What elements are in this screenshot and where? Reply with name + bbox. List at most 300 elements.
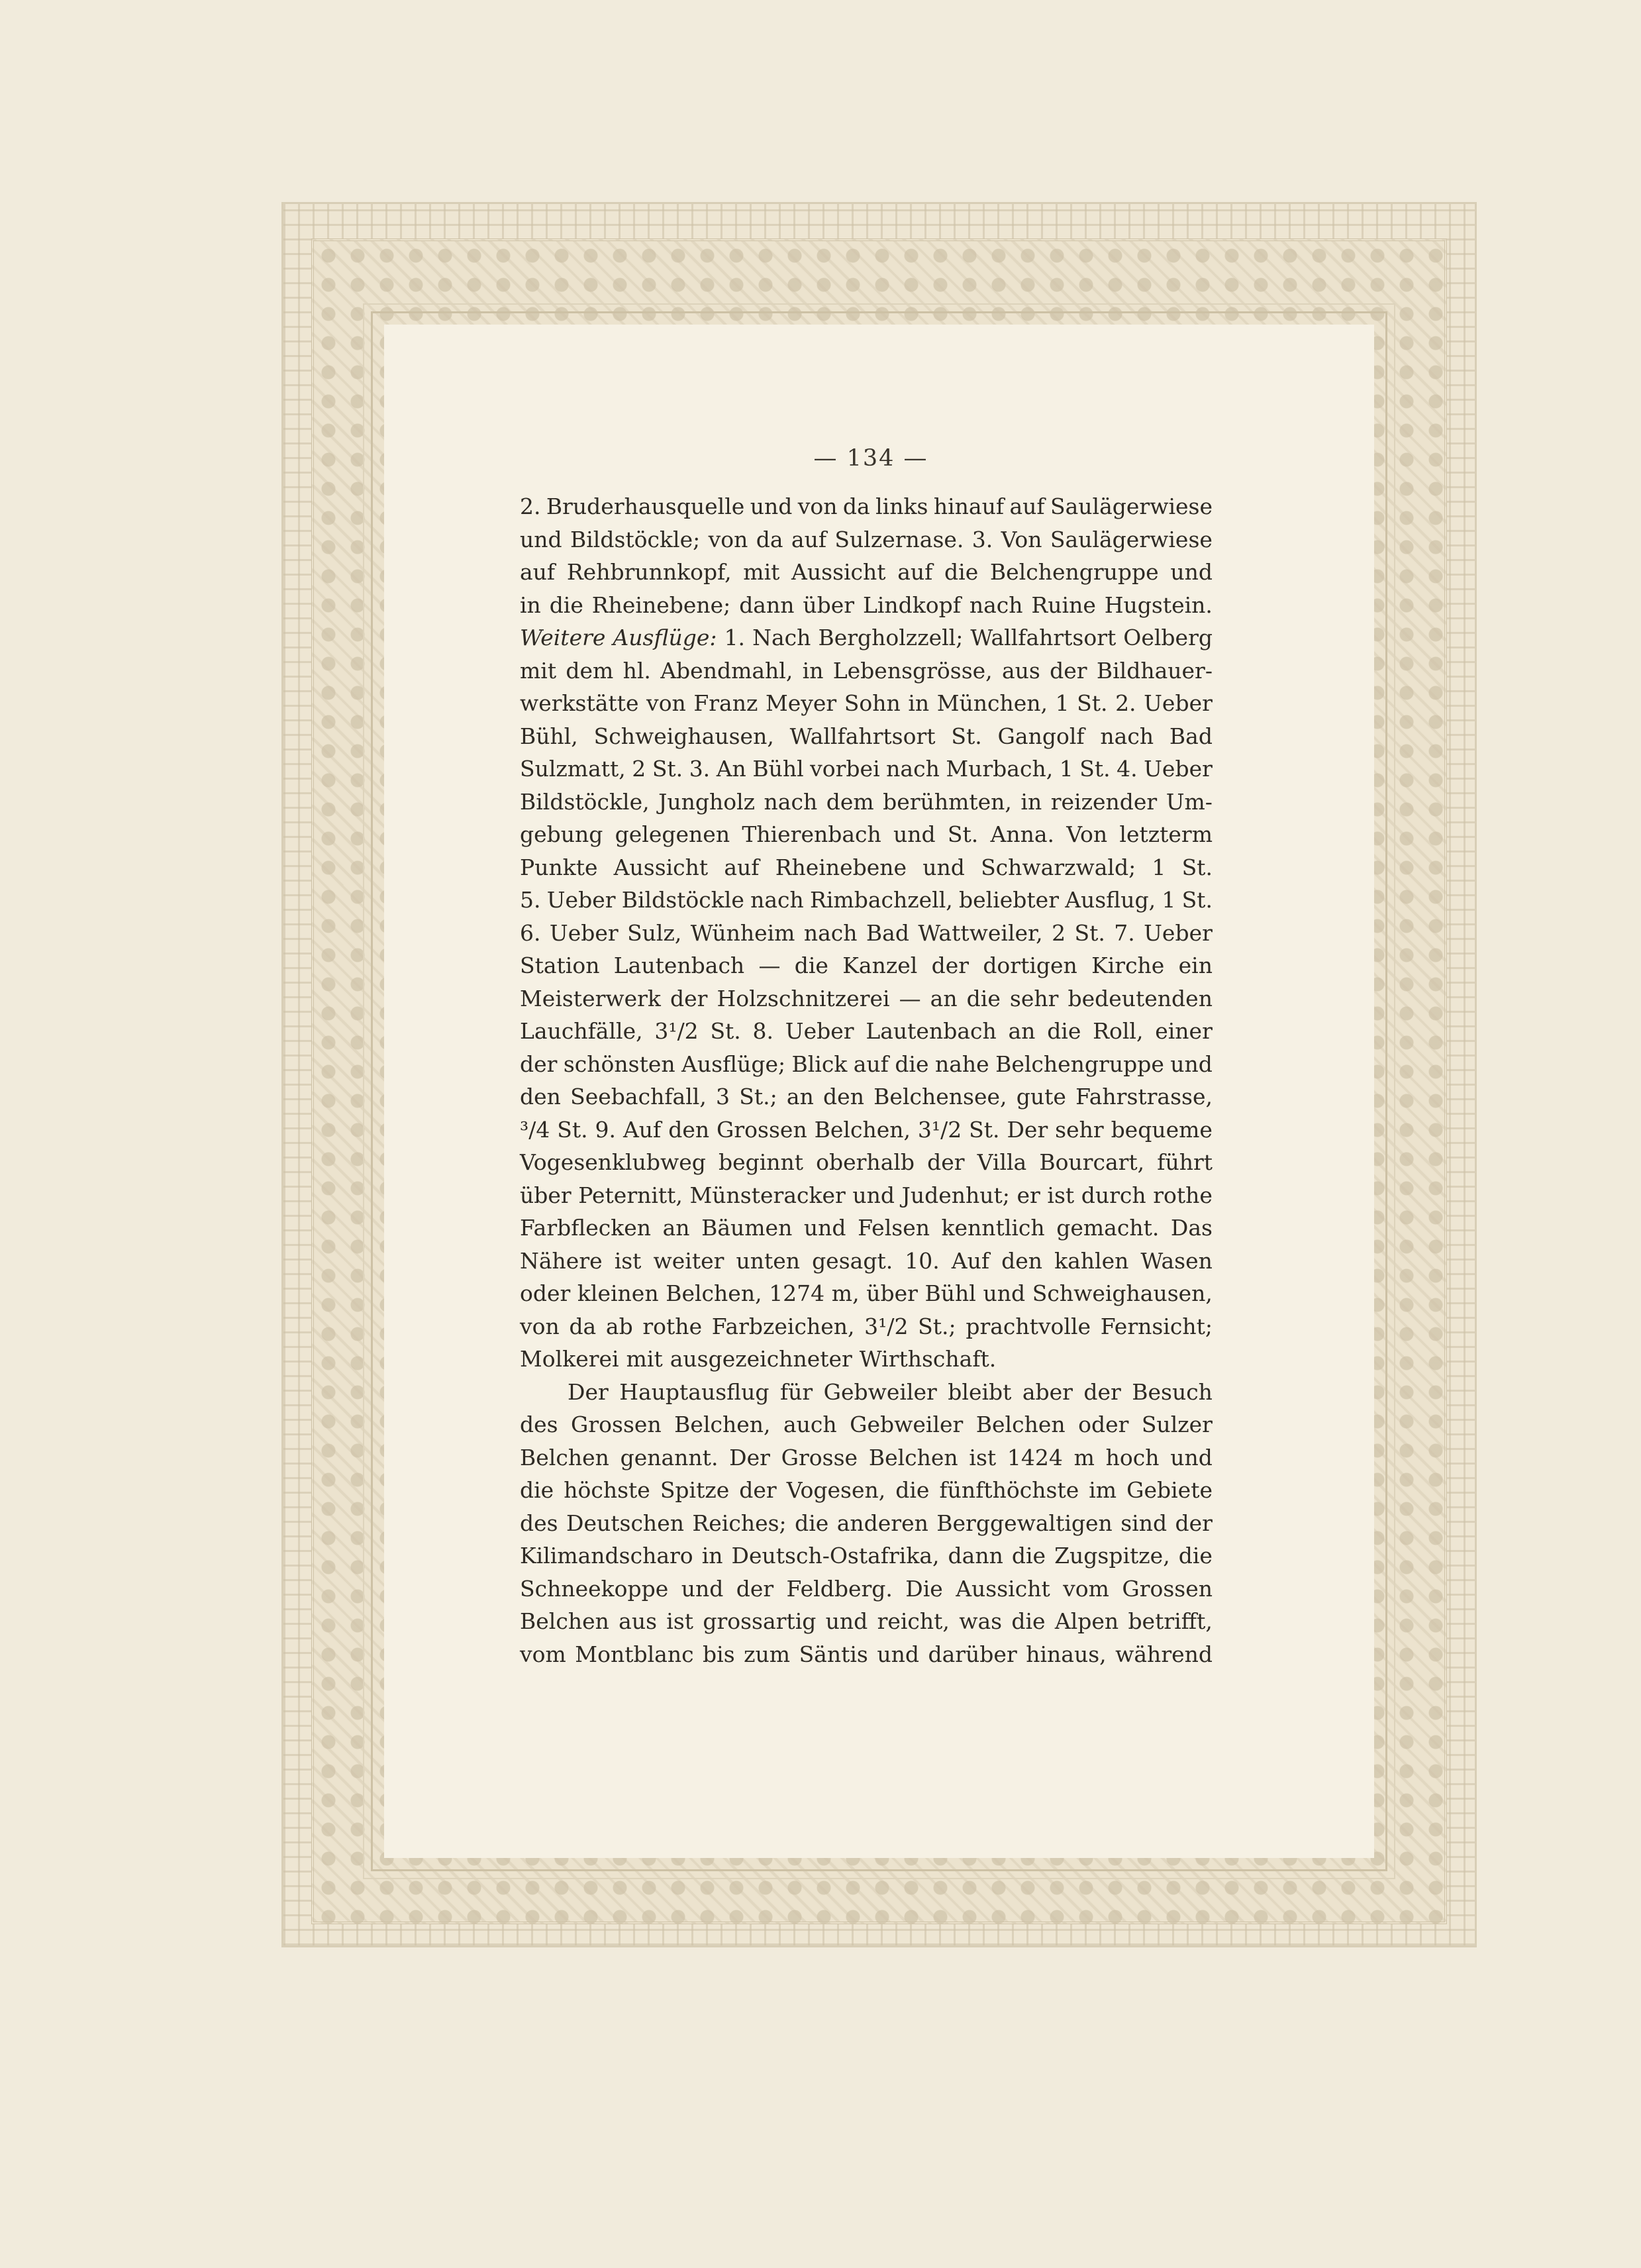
word: der	[931, 953, 970, 978]
word: anderen	[836, 1510, 928, 1536]
word: der	[1050, 657, 1087, 684]
word: Judenhut;	[901, 1182, 1010, 1208]
word: Kirche	[1091, 953, 1165, 978]
word: nahe	[934, 1051, 989, 1077]
word: oberhalb	[816, 1149, 915, 1175]
word: und	[1170, 559, 1213, 585]
word: die	[549, 592, 583, 618]
word: St.	[710, 1018, 741, 1044]
word: ist	[614, 1247, 642, 1274]
word: Bad	[1169, 723, 1213, 749]
body-text	[520, 490, 1213, 1671]
word: Holzschnitzerei	[717, 985, 890, 1011]
word: Aussicht	[956, 1575, 1050, 1602]
word: dann	[739, 592, 795, 618]
word: Rimbachzell,	[810, 887, 953, 913]
word: den	[1001, 1247, 1043, 1274]
word: Bildstöckle,	[520, 788, 650, 815]
word: den	[520, 1084, 561, 1109]
word: von	[708, 526, 748, 552]
text-line	[520, 1638, 1213, 1671]
word: Station	[520, 953, 600, 978]
word: aber	[1022, 1378, 1073, 1405]
word: 1	[1162, 887, 1176, 913]
word: 1	[1059, 756, 1073, 782]
word: Vogesenklubweg	[520, 1149, 706, 1175]
word: darüber	[928, 1641, 1017, 1667]
word: die	[1011, 1608, 1046, 1634]
word: Montblanc	[575, 1641, 694, 1667]
word: Schweighausen,	[593, 723, 774, 749]
word: hl.	[622, 657, 651, 684]
text-line	[520, 982, 1213, 1015]
word: und	[1170, 1444, 1213, 1470]
word: gesagt.	[812, 1247, 893, 1274]
word: aus	[1001, 657, 1040, 684]
word: reizender	[1050, 788, 1158, 815]
word: Grossen	[571, 1412, 662, 1437]
word: Blick	[791, 1051, 848, 1077]
word: nach	[886, 756, 940, 782]
word: ist	[666, 1608, 694, 1634]
word: bedeutenden	[1068, 985, 1213, 1011]
word: Wasen	[1140, 1247, 1213, 1274]
word: nach	[750, 887, 804, 913]
word: 3¹/2	[917, 1116, 962, 1143]
word: Belchen	[868, 1444, 958, 1470]
word: und	[803, 1215, 846, 1241]
word: Vogesen,	[786, 1477, 886, 1503]
word: Belchensee,	[873, 1084, 1007, 1109]
text-line	[520, 654, 1213, 688]
word: Weitere	[520, 625, 606, 650]
word: dem	[826, 788, 874, 815]
word: Ausflug,	[1065, 887, 1156, 913]
text-line	[520, 851, 1213, 884]
word: sehr	[1009, 985, 1059, 1011]
text-line	[520, 1146, 1213, 1179]
word: Nach	[752, 625, 811, 650]
word: und	[750, 493, 793, 519]
word: Deutschen	[566, 1510, 684, 1536]
word: Fahrstrasse,	[1075, 1084, 1213, 1109]
word: in	[520, 592, 541, 618]
word: an	[930, 985, 958, 1011]
word: St.	[1181, 854, 1213, 880]
word: Bühl	[924, 1280, 976, 1306]
word: Wallfahrtsort	[970, 625, 1117, 650]
word: Auf	[622, 1116, 662, 1143]
word: reicht,	[877, 1608, 950, 1634]
text-line	[520, 1474, 1213, 1507]
word: Besuch	[1132, 1378, 1213, 1405]
word: über	[520, 1182, 572, 1208]
word: Lautenbach	[866, 1018, 997, 1044]
word: Sulz,	[627, 919, 682, 946]
word: ³/4	[520, 1116, 550, 1143]
text-line	[520, 1015, 1213, 1048]
word: Kanzel	[842, 953, 918, 978]
word: Wirthschaft.	[859, 1346, 997, 1372]
word: Bildstöckle	[621, 887, 744, 913]
word: auf	[724, 854, 760, 880]
word: St.	[947, 821, 979, 847]
word: 2	[632, 756, 646, 782]
word: an	[662, 1215, 690, 1241]
text-line	[520, 884, 1213, 917]
word: gemacht.	[1056, 1215, 1160, 1241]
word: der	[927, 1149, 965, 1175]
word: Schneekoppe	[520, 1575, 669, 1602]
word: auf	[853, 1051, 889, 1077]
text-line	[520, 1605, 1213, 1638]
word: Gebweiler	[823, 1378, 937, 1405]
word: des	[520, 1510, 558, 1536]
text-line	[520, 1048, 1213, 1081]
word: Lautenbach	[613, 953, 745, 978]
word: ist	[1047, 1182, 1075, 1208]
word: die	[1047, 1018, 1081, 1044]
word: fünfthöchste	[939, 1477, 1079, 1503]
word: Rehbrunnkopf,	[566, 559, 732, 585]
word: —	[899, 985, 921, 1011]
word: kleinen	[577, 1280, 659, 1306]
text-line	[520, 917, 1213, 950]
word: Um-	[1166, 788, 1213, 815]
word: in	[908, 690, 930, 716]
word: kahlen	[1054, 1247, 1129, 1274]
word: die	[944, 559, 979, 585]
text-line	[520, 1245, 1213, 1278]
word: der	[670, 985, 708, 1011]
word: Bildhauer-	[1096, 657, 1213, 684]
word: gute	[1016, 1084, 1066, 1109]
word: sehr	[1055, 1116, 1104, 1143]
word: der	[739, 1477, 777, 1503]
word: dann	[948, 1543, 1003, 1569]
word: Die	[905, 1575, 943, 1602]
word: und	[825, 1608, 868, 1634]
word: Ueber	[1144, 690, 1213, 716]
word: 2.	[1115, 690, 1136, 716]
word: m,	[831, 1280, 860, 1306]
word: München,	[936, 690, 1048, 716]
word: Villa	[977, 1149, 1027, 1175]
text-line	[520, 720, 1213, 753]
word: der	[736, 1575, 774, 1602]
word: 9.	[595, 1116, 617, 1143]
word: die	[895, 1051, 929, 1077]
word: bleibt	[948, 1378, 1012, 1405]
word: die	[1011, 1543, 1046, 1569]
word: mit	[626, 1346, 663, 1372]
word: Bergholzzell;	[818, 625, 964, 650]
word: Der	[568, 1378, 609, 1405]
word: werkstätte	[520, 690, 639, 716]
word: St.	[969, 1116, 1000, 1143]
word: 1	[1152, 854, 1166, 880]
word: Wünheim	[690, 919, 795, 946]
word: links	[875, 493, 928, 519]
word: er	[1017, 1182, 1040, 1208]
word: 2.	[520, 493, 541, 519]
word: von	[646, 690, 686, 716]
word: Nähere	[520, 1247, 603, 1274]
word: die	[895, 1477, 930, 1503]
word: weiter	[653, 1247, 724, 1274]
word: Ausflüge:	[613, 625, 717, 650]
word: Zugspitze,	[1054, 1543, 1170, 1569]
text-line	[520, 1310, 1213, 1343]
word: Roll,	[1093, 1018, 1144, 1044]
word: 3	[716, 1084, 730, 1109]
word: Belchen,	[814, 1116, 911, 1143]
word: da	[842, 493, 870, 519]
word: Felsen	[858, 1215, 930, 1241]
word: Kilimandscharo	[520, 1543, 693, 1569]
word: Belchen,	[674, 1412, 771, 1437]
word: höchste	[564, 1477, 650, 1503]
text-line	[520, 1277, 1213, 1310]
text-line	[520, 1507, 1213, 1540]
word: 1274	[769, 1280, 825, 1306]
word: gebung	[520, 821, 603, 847]
word: Auf	[951, 1247, 990, 1274]
word: Der	[729, 1444, 770, 1470]
word: Saulägerwiese	[1050, 493, 1213, 519]
word: St.	[1074, 919, 1105, 946]
word: ausgezeichneter	[670, 1346, 852, 1372]
word: Von	[1066, 821, 1108, 847]
word: Sohn	[844, 690, 901, 716]
word: Belchen	[975, 1412, 1066, 1437]
word: Rheinebene	[775, 854, 907, 880]
word: 3¹/2	[864, 1313, 909, 1339]
word: Murbach,	[946, 756, 1054, 782]
text-line	[520, 949, 1213, 982]
word: und	[922, 854, 965, 880]
word: nach	[1100, 723, 1154, 749]
word: in	[802, 657, 824, 684]
text-line	[520, 786, 1213, 819]
word: Rheinebene;	[591, 592, 731, 618]
word: nach	[803, 919, 858, 946]
word: betrifft,	[1128, 1608, 1213, 1634]
word: Meyer	[765, 690, 837, 716]
word: Fernsicht;	[1100, 1313, 1213, 1339]
word: 3.	[689, 756, 711, 782]
word: ab	[605, 1313, 633, 1339]
word: letzterm	[1119, 821, 1213, 847]
word: bis	[703, 1641, 735, 1667]
word: Belchengruppe	[995, 1051, 1164, 1077]
word: An	[716, 756, 746, 782]
word: Das	[1170, 1215, 1213, 1241]
word: und	[983, 1280, 1026, 1306]
word: Ueber	[785, 1018, 854, 1044]
word: Aussicht	[613, 854, 709, 880]
word: Schwarzwald;	[981, 854, 1136, 880]
word: hinaus,	[1026, 1641, 1107, 1667]
word: genannt.	[620, 1444, 719, 1470]
word: Saulägerwiese	[1050, 526, 1213, 552]
word: von	[797, 493, 838, 519]
word: vorbei	[810, 756, 880, 782]
text-line	[520, 1211, 1213, 1245]
word: auf	[520, 559, 556, 585]
word: Ruine	[1031, 592, 1096, 618]
word: 6.	[520, 919, 541, 946]
word: Farbflecken	[520, 1215, 652, 1241]
word: Ausflüge;	[681, 1051, 786, 1077]
word: Seebachfall,	[570, 1084, 707, 1109]
word: und	[520, 526, 562, 552]
word: die	[966, 985, 1001, 1011]
word: Grossen	[1122, 1575, 1213, 1602]
word: Peternitt,	[578, 1182, 683, 1208]
word: durch	[1081, 1182, 1146, 1208]
word: zum	[744, 1641, 791, 1667]
word: Belchengruppe	[989, 559, 1159, 585]
word: oder	[520, 1280, 571, 1306]
word: Gangolf	[997, 723, 1085, 749]
word: Schweighausen,	[1032, 1280, 1213, 1306]
word: 1.	[724, 625, 746, 650]
word: Bäumen	[701, 1215, 793, 1241]
word: Säntis	[799, 1641, 868, 1667]
word: 4.	[1117, 756, 1138, 782]
word: Sulzernase.	[834, 526, 964, 552]
page-number: — 134 —	[813, 445, 928, 472]
word: Münsteracker	[689, 1182, 846, 1208]
word: Grossen	[717, 1116, 807, 1143]
word: Molkerei	[520, 1346, 619, 1372]
word: rothe	[1153, 1182, 1213, 1208]
word: einer	[1155, 1018, 1213, 1044]
word: Bühl,	[520, 723, 578, 749]
word: Oelberg	[1123, 625, 1213, 650]
word: die	[794, 953, 828, 978]
word: Hugstein.	[1104, 592, 1213, 618]
word: Punkte	[520, 854, 598, 880]
word: Anna.	[990, 821, 1054, 847]
word: m	[1073, 1444, 1095, 1470]
word: über	[803, 592, 855, 618]
word: in	[1020, 788, 1042, 815]
word: kenntlich	[941, 1215, 1045, 1241]
word: St.	[1079, 756, 1111, 782]
text-line	[520, 1572, 1213, 1606]
word: St.;	[918, 1313, 956, 1339]
word: der	[1175, 1510, 1213, 1536]
word: auf	[1009, 493, 1045, 519]
word: Wattweiler,	[918, 919, 1043, 946]
word: ist	[969, 1444, 997, 1470]
word: Lindkopf	[862, 592, 961, 618]
word: 1	[1055, 690, 1069, 716]
word: beliebter	[958, 887, 1059, 913]
word: und	[877, 1641, 919, 1667]
word: St.	[557, 1116, 588, 1143]
word: auf	[897, 559, 933, 585]
word: ein	[1178, 953, 1213, 978]
word: St.	[1077, 690, 1108, 716]
word: Farbzeichen,	[711, 1313, 855, 1339]
word: St.	[1181, 887, 1213, 913]
word: —	[758, 953, 781, 978]
word: Jungholz	[658, 788, 756, 815]
word: mit	[743, 559, 780, 585]
word: mit	[520, 657, 557, 684]
word: nach	[764, 788, 818, 815]
word: in	[701, 1543, 723, 1569]
word: Gebweiler	[850, 1412, 964, 1437]
text-line	[520, 1408, 1213, 1441]
word: den	[668, 1116, 710, 1143]
word: die	[1178, 1543, 1213, 1569]
word: grossartig	[703, 1608, 817, 1634]
word: Ueber	[546, 887, 616, 913]
word: vom	[520, 1641, 566, 1667]
word: und	[893, 821, 936, 847]
word: hinauf	[933, 493, 1005, 519]
word: Meisterwerk	[520, 985, 661, 1011]
word: beginnt	[718, 1149, 804, 1175]
text-line	[520, 1179, 1213, 1212]
word: Bühl	[752, 756, 804, 782]
word: 7.	[1114, 919, 1135, 946]
word: Belchen	[520, 1444, 609, 1470]
word: und	[852, 1182, 895, 1208]
word: Sulzer	[1141, 1412, 1213, 1437]
text-line	[520, 523, 1213, 556]
word: gelegenen	[615, 821, 730, 847]
word: auch	[783, 1412, 837, 1437]
word: 5.	[520, 887, 541, 913]
word: auf	[791, 526, 827, 552]
text-line	[520, 1113, 1213, 1147]
word: des	[520, 1412, 558, 1437]
word: und	[1170, 1051, 1213, 1077]
word: dem	[566, 657, 614, 684]
word: prachtvolle	[966, 1313, 1091, 1339]
word: Berggewaltigen	[936, 1510, 1113, 1536]
word: Reiches;	[692, 1510, 787, 1536]
word: im	[1089, 1477, 1117, 1503]
word: den	[823, 1084, 864, 1109]
word: für	[779, 1378, 813, 1405]
word: Ueber	[1144, 919, 1213, 946]
word: Ueber	[549, 919, 619, 946]
word: 10.	[905, 1247, 940, 1274]
word: Spitze	[660, 1477, 730, 1503]
word: Alpen	[1054, 1608, 1119, 1634]
word: St.;	[739, 1084, 777, 1109]
word: und	[681, 1575, 724, 1602]
word: an	[1008, 1018, 1036, 1044]
word: die	[795, 1510, 829, 1536]
word: St.	[951, 723, 982, 749]
word: rothe	[642, 1313, 703, 1339]
text-line	[520, 1343, 1213, 1376]
word: führt	[1157, 1149, 1213, 1175]
text-line	[520, 1080, 1213, 1113]
word: über	[866, 1280, 918, 1306]
word: Lauchfälle,	[520, 1018, 643, 1044]
word: unten	[736, 1247, 801, 1274]
word: 8.	[752, 1018, 774, 1044]
word: 3¹/2	[654, 1018, 699, 1044]
